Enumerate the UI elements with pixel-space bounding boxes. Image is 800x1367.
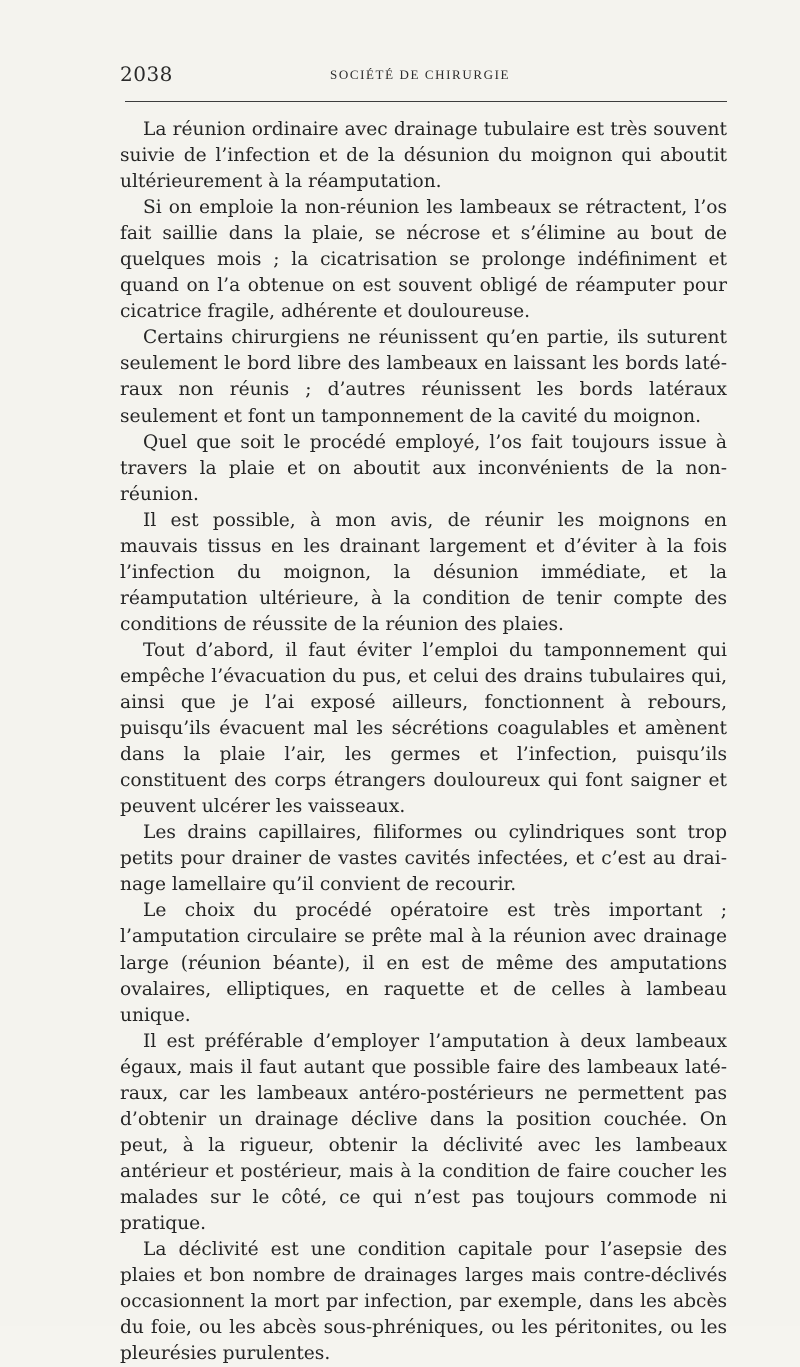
page-number: 2038 [120,62,173,86]
paragraph: Il est préférable d’employer l’amputation à deux lambeaux égaux, mais il faut autant que possible faire des lambeaux latéraux, car les lambeaux antéro-postérieurs ne permettent pas d’obtenir un drainage déclive dans la position couchée. On peut, à la rigueur, obtenir la déclivité avec les lambeaux antérieur et postérieur, mais à la condition de faire coucher les malades sur le côté, ce qui n’est pas toujours commode ni pratique. [120,1030,727,1234]
paragraph: Certains chirurgiens ne réunissent qu’en partie, ils suturent seulement le bord libre des lambeaux en laissant les bords latéraux non réunis ; d’autres réunissent les bords latéraux seulement et font un tamponnement de la cavité du moignon. [120,327,727,427]
page-header [120,62,727,92]
paragraph: Tout d’abord, il faut éviter l’emploi du tamponnement qui empêche l’évacuation du pus, et celui des drains tubulaires qui, ainsi que je l’ai exposé ailleurs, fonctionnent à rebours, puisqu’ils évacuent mal les sécrétions coagulables et amènent dans la plaie l’air, les germes et l’infection, puisqu’ils constituent des corps étrangers douloureux qui font saigner et peuvent ulcérer les vaisseaux. [120,639,727,818]
paragraph: Si on emploie la non-réunion les lambeaux se rétractent, l’os fait saillie dans la plaie, se nécrose et s’élimine au bout de quelques mois ; la cicatrisation se prolonge indéfiniment et quand on l’a obtenue on est souvent obligé de réamputer pour cicatrice fragile, adhérente et douloureuse. [120,197,727,323]
body-text [120,117,727,1367]
paragraph: Quel que soit le procédé employé, l’os fait toujours issue à travers la plaie et on aboutit aux inconvénients de la non-réunion. [120,431,727,505]
paragraph: La réunion ordinaire avec drainage tubulaire est très souvent suivie de l’infection et de la désunion du moignon qui aboutit ultérieurement à la réamputation. [120,119,727,193]
paragraph: La déclivité est une condition capitale pour l’asepsie des plaies et bon nombre de drainages larges mais contre-déclivés occasionnent la mort par infection, par exemple, dans les abcès du foie, ou les abcès sous-phréniques, ou les péritonites, ou les pleurésies purulentes. [120,1239,727,1365]
running-title: SOCIÉTÉ DE CHIRURGIE [330,67,511,82]
paragraph: Il est possible, à mon avis, de réunir les moignons en mauvais tissus en les drainant largement et d’éviter à la fois l’infection du moignon, la désunion immédiate, et la réamputation ultérieure, à la condition de tenir compte des conditions de réussite de la réunion des plaies. [120,509,727,635]
paragraph: Le choix du procédé opératoire est très important ; l’amputation circulaire se prête mal à la réunion avec drainage large (réunion béante), il en est de même des amputations ovalaires, elliptiques, en raquette et de celles à lambeau unique. [120,900,727,1026]
paragraph: Les drains capillaires, filiformes ou cylindriques sont trop petits pour drainer de vastes cavités infectées, et c’est au drainage lamellaire qu’il convient de recourir. [120,822,727,896]
header-rule [125,101,727,102]
